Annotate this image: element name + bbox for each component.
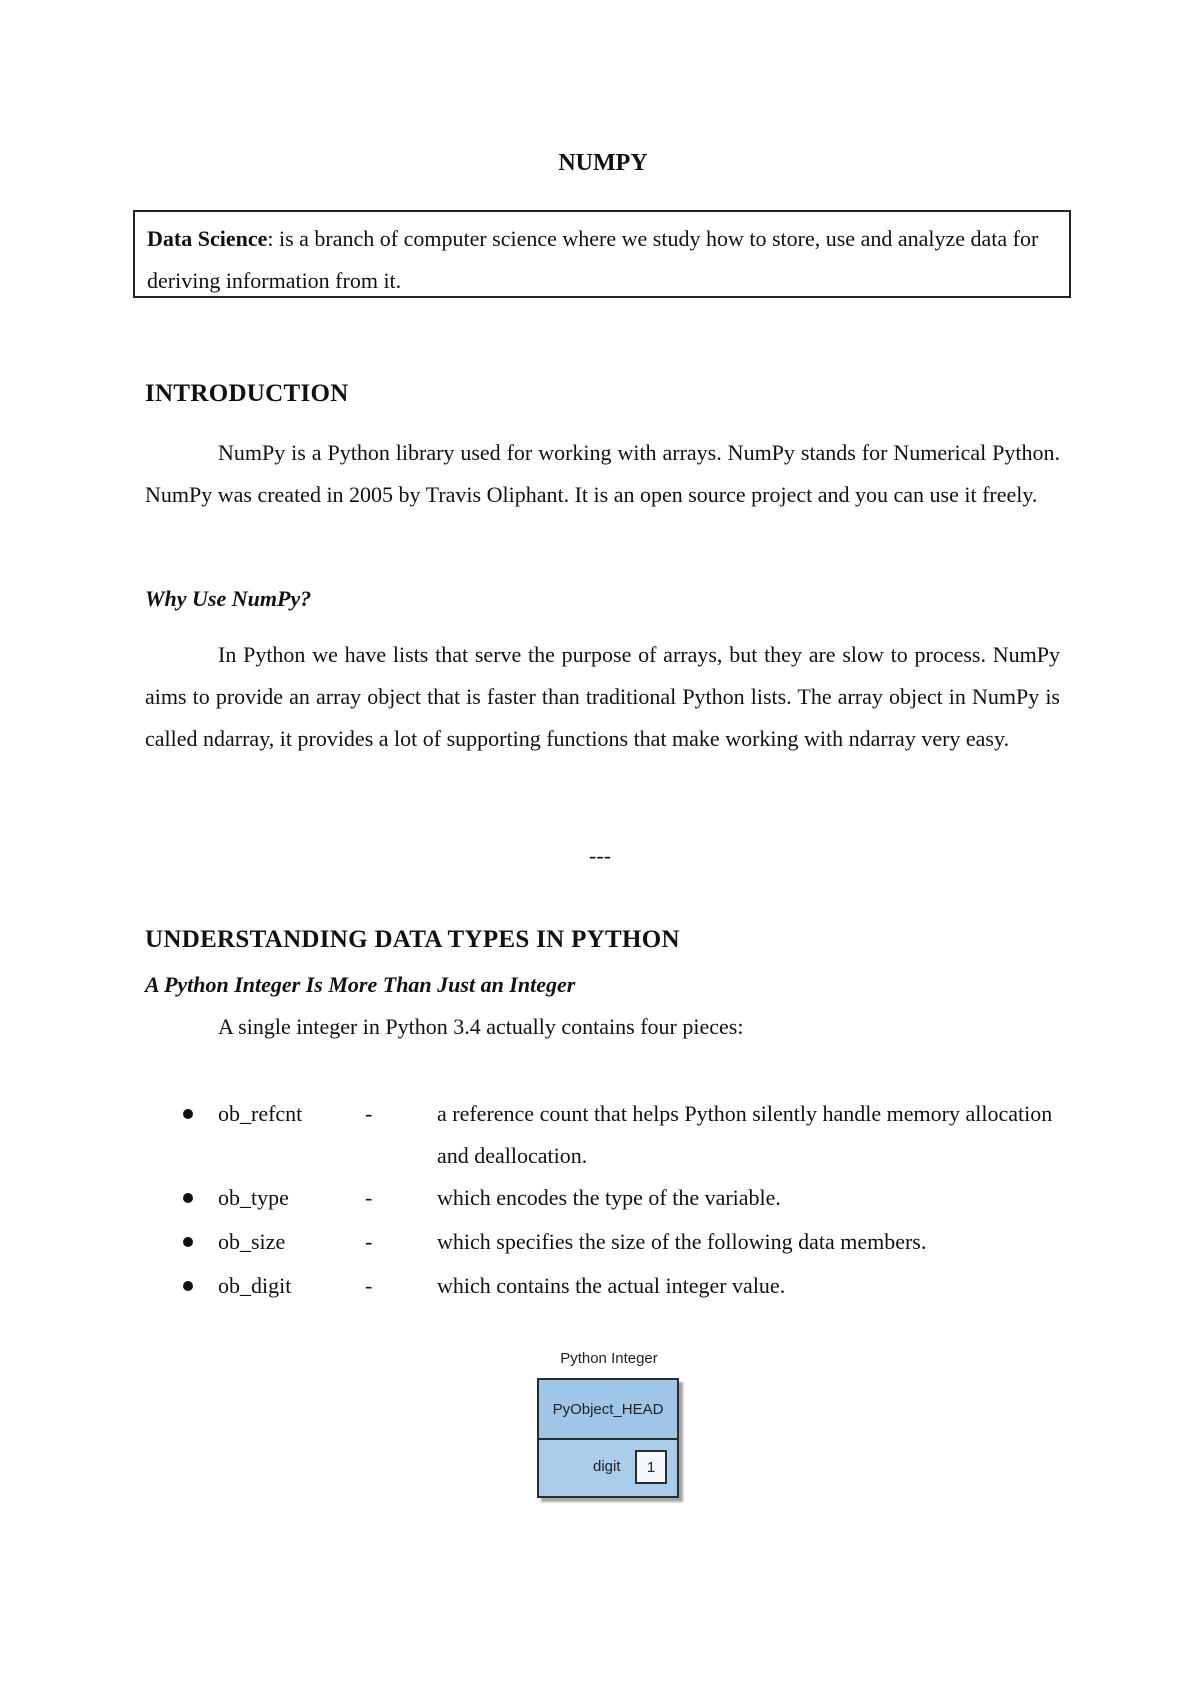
list-item — [145, 1177, 1075, 1221]
list-item — [145, 1221, 1075, 1265]
field-dash: - — [365, 1229, 373, 1254]
bullet-icon — [183, 1237, 193, 1247]
introduction-heading: INTRODUCTION — [145, 380, 349, 407]
definition-term: Data Science — [147, 226, 268, 251]
field-dash: - — [365, 1273, 373, 1298]
field-description: which contains the actual integer value. — [437, 1273, 786, 1298]
why-use-numpy-paragraph: In Python we have lists that serve the purpose of arrays, but they are slow to process. NumPy aims to provide an array object that is faster than traditional Python lists. The array object in NumPy is called ndarray, it provides a lot of supporting functions that make working with ndarray very easy. — [145, 642, 1060, 751]
section-separator: --- — [589, 843, 611, 868]
python-integer-figure — [533, 1350, 685, 1510]
definition-text: : is a branch of computer science where we study how to store, use and analyze data for deriving information from it. — [147, 226, 1039, 293]
field-description: which specifies the size of the following data members. — [437, 1229, 927, 1254]
field-dash: - — [365, 1101, 373, 1126]
list-item — [145, 1093, 1075, 1177]
definition-box — [133, 210, 1071, 298]
page-title: NUMPY — [558, 150, 648, 176]
field-dash: - — [365, 1185, 373, 1210]
digit-value-box: 1 — [635, 1450, 667, 1484]
introduction-paragraph: NumPy is a Python library used for working with arrays. NumPy stands for Numerical Python. NumPy was created in 2005 by Travis Oliphant. It is an open source project and you can use it freely. — [145, 440, 1060, 507]
digit-label: digit — [593, 1458, 621, 1475]
data-types-heading: UNDERSTANDING DATA TYPES IN PYTHON — [145, 926, 680, 953]
field-name: ob_digit — [218, 1273, 292, 1298]
integer-struct-box — [537, 1378, 679, 1498]
pyobject-head-cell: PyObject_HEAD — [539, 1380, 677, 1440]
why-use-numpy-subheading: Why Use NumPy? — [145, 586, 312, 611]
field-name: ob_size — [218, 1229, 286, 1254]
field-description: which encodes the type of the variable. — [437, 1185, 781, 1210]
field-description: a reference count that helps Python silently handle memory allocation and deallocation. — [437, 1101, 1053, 1168]
bullet-icon — [183, 1281, 193, 1291]
figure-caption: Python Integer — [560, 1350, 658, 1367]
field-name: ob_refcnt — [218, 1101, 303, 1126]
list-item — [145, 1265, 1075, 1309]
integer-pieces-list — [145, 1093, 1075, 1309]
integer-pieces-intro: A single integer in Python 3.4 actually contains four pieces: — [218, 1014, 744, 1039]
python-integer-subheading: A Python Integer Is More Than Just an Integer — [145, 972, 576, 997]
bullet-icon — [183, 1109, 193, 1119]
bullet-icon — [183, 1193, 193, 1203]
field-name: ob_type — [218, 1185, 289, 1210]
